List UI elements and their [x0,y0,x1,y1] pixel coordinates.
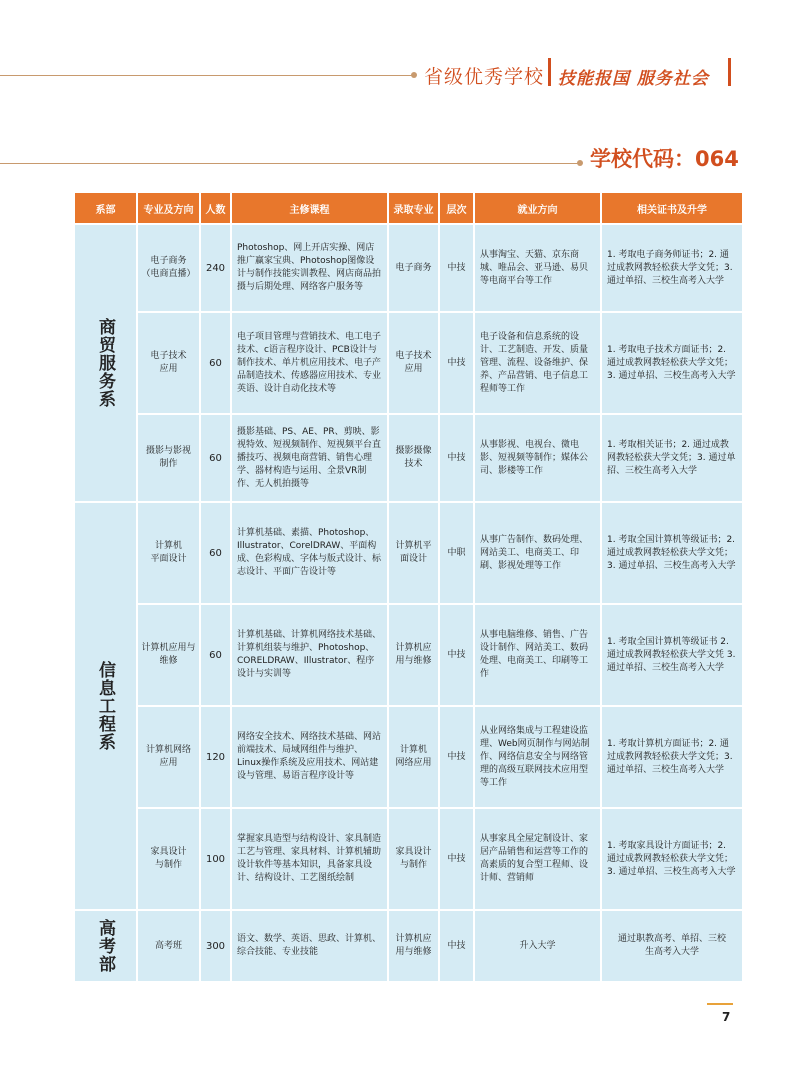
cell-certificates: 1. 考取相关证书；2. 通过成教网教轻松获大学文凭；3. 通过单招、三校生高考入大学 [602,415,742,501]
majors-table [75,193,736,979]
cell-count: 60 [201,415,230,501]
cell-employment: 从业网络集成与工程建设监理、Web网页制作与网站制作、网络信息安全与网络管理的高级互联网技术应用型等工作 [475,707,600,807]
cell-major: 摄影与影视 制作 [138,415,199,501]
cell-employment: 从事淘宝、天猫、京东商城、唯品会、亚马逊、易贝等电商平台等工作 [475,225,600,311]
cell-major: 高考班 [138,911,199,981]
cell-admission: 计算机应 用与维修 [389,605,438,705]
cell-level: 中技 [440,225,473,311]
cell-admission: 计算机应 用与维修 [389,911,438,981]
cell-certificates: 通过职教高考、单招、三校生高考入大学 [602,911,742,981]
cell-certificates: 1. 考取电子技术方面证书；2. 通过成教网教轻松获大学文凭；3. 通过单招、三校生高考入大学 [602,313,742,413]
cell-courses: 摄影基础、PS、AE、PR、剪映、影视特效、短视频制作、短视频平台直播技巧、视频电商营销、销售心理学、器材构造与运用、全景VR制作、无人机拍摄等 [232,415,387,501]
cell-count: 240 [201,225,230,311]
cell-level: 中技 [440,605,473,705]
page-number-rule [707,1003,733,1005]
cell-major: 电子技术 应用 [138,313,199,413]
cell-count: 300 [201,911,230,981]
cell-count: 60 [201,313,230,413]
header-divider [548,58,551,86]
cell-count: 120 [201,707,230,807]
cell-level: 中技 [440,313,473,413]
cell-admission: 电子商务 [389,225,438,311]
cell-certificates: 1. 考取全国计算机等级证书；2. 通过成教网教轻松获大学文凭；3. 通过单招、三校生高考入大学 [602,503,742,603]
cell-major: 计算机 平面设计 [138,503,199,603]
cell-employment: 从事影视、电视台、微电影、短视频等制作；媒体公司、影楼等工作 [475,415,600,501]
cell-courses: 计算机基础、素描、Photoshop、Illustrator、CorelDRAW、平面构成、色彩构成、字体与版式设计、标志设计、平面广告设计等 [232,503,387,603]
header-rule-dot [411,72,417,78]
cell-count: 100 [201,809,230,909]
column-header-department: 系部 [75,193,136,223]
column-header-level: 层次 [440,193,473,223]
school-code-rule [0,163,578,164]
department-gaokao: 高考部 [75,911,136,981]
cell-admission: 摄影摄像 技术 [389,415,438,501]
cell-level: 中职 [440,503,473,603]
cell-major: 电子商务 （电商直播） [138,225,199,311]
cell-employment: 从事电脑维修、销售、广告设计制作、网站美工、数码处理、电商美工、印刷等工作 [475,605,600,705]
cell-courses: 网络安全技术、网络技术基础、网站前端技术、局域网组件与维护、Linux操作系统及应用技术、网站建设与管理、易语言程序设计等 [232,707,387,807]
school-code-rule-dot [577,160,583,166]
department-information: 信息工程系 [75,503,136,909]
cell-admission: 计算机 网络应用 [389,707,438,807]
department-commerce: 商贸服务系 [75,225,136,501]
column-header-admission: 录取专业 [389,193,438,223]
cell-certificates: 1. 考取家具设计方面证书；2. 通过成教网教轻松获大学文凭；3. 通过单招、三校生高考入大学 [602,809,742,909]
cell-major: 计算机网络 应用 [138,707,199,807]
column-header-employment: 就业方向 [475,193,600,223]
cell-certificates: 1. 考取电子商务师证书；2. 通过成教网教轻松获大学文凭；3. 通过单招、三校生高考入大学 [602,225,742,311]
cell-admission: 电子技术 应用 [389,313,438,413]
column-header-certificates: 相关证书及升学 [602,193,742,223]
cell-courses: Photoshop、网上开店实操、网店推广赢家宝典、Photoshop图像设计与制作技能实训教程、网店商品拍摄与后期处理、网络客户服务等 [232,225,387,311]
cell-courses: 语文、数学、英语、思政、计算机、综合技能、专业技能 [232,911,387,981]
header-rule [0,75,412,76]
cell-courses: 掌握家具造型与结构设计、家具制造工艺与管理、家具材料、计算机辅助设计软件等基本知识，具备家具设计、结构设计、工艺图纸绘制 [232,809,387,909]
cell-major: 计算机应用与 维修 [138,605,199,705]
cell-employment: 电子设备和信息系统的设计、工艺制造、开发、质量管理、流程、设备维护、保养、产品营销、电子信息工程师等工作 [475,313,600,413]
page-number: 7 [722,1010,731,1024]
cell-count: 60 [201,503,230,603]
cell-count: 60 [201,605,230,705]
column-header-count: 人数 [201,193,230,223]
cell-major: 家具设计 与制作 [138,809,199,909]
header-title: 省级优秀学校 [424,66,545,88]
cell-level: 中技 [440,809,473,909]
cell-certificates: 1. 考取计算机方面证书；2. 通过成教网教轻松获大学文凭；3. 通过单招、三校生高考入大学 [602,707,742,807]
cell-employment: 升入大学 [475,911,600,981]
school-code: 学校代码：064 [590,147,739,171]
cell-level: 中技 [440,911,473,981]
cell-certificates: 1. 考取全国计算机等级证书 2. 通过成教网教轻松获大学文凭 3. 通过单招、三校生高考入大学 [602,605,742,705]
cell-admission: 计算机平 面设计 [389,503,438,603]
cell-employment: 从事广告制作、数码处理、网站美工、电商美工、印刷、影视处理等工作 [475,503,600,603]
cell-admission: 家具设计 与制作 [389,809,438,909]
header-slogan: 技能报国 服务社会 [558,69,709,89]
cell-employment: 从事家具全屋定制设计、家居产品销售和运营等工作的高素质的复合型工程师、设计师、营销师 [475,809,600,909]
column-header-major: 专业及方向 [138,193,199,223]
cell-level: 中技 [440,707,473,807]
cell-courses: 电子项目管理与营销技术、电工电子技术、c语言程序设计、PCB设计与制作技术、单片机应用技术、电子产品制造技术、传感器应用技术、专业英语、设计自动化技术等 [232,313,387,413]
header-divider-end [728,58,731,86]
cell-level: 中技 [440,415,473,501]
cell-courses: 计算机基础、计算机网络技术基础、计算机组装与维护、Photoshop、CORELDRAW、Illustrator、程序设计与实训等 [232,605,387,705]
column-header-courses: 主修课程 [232,193,387,223]
